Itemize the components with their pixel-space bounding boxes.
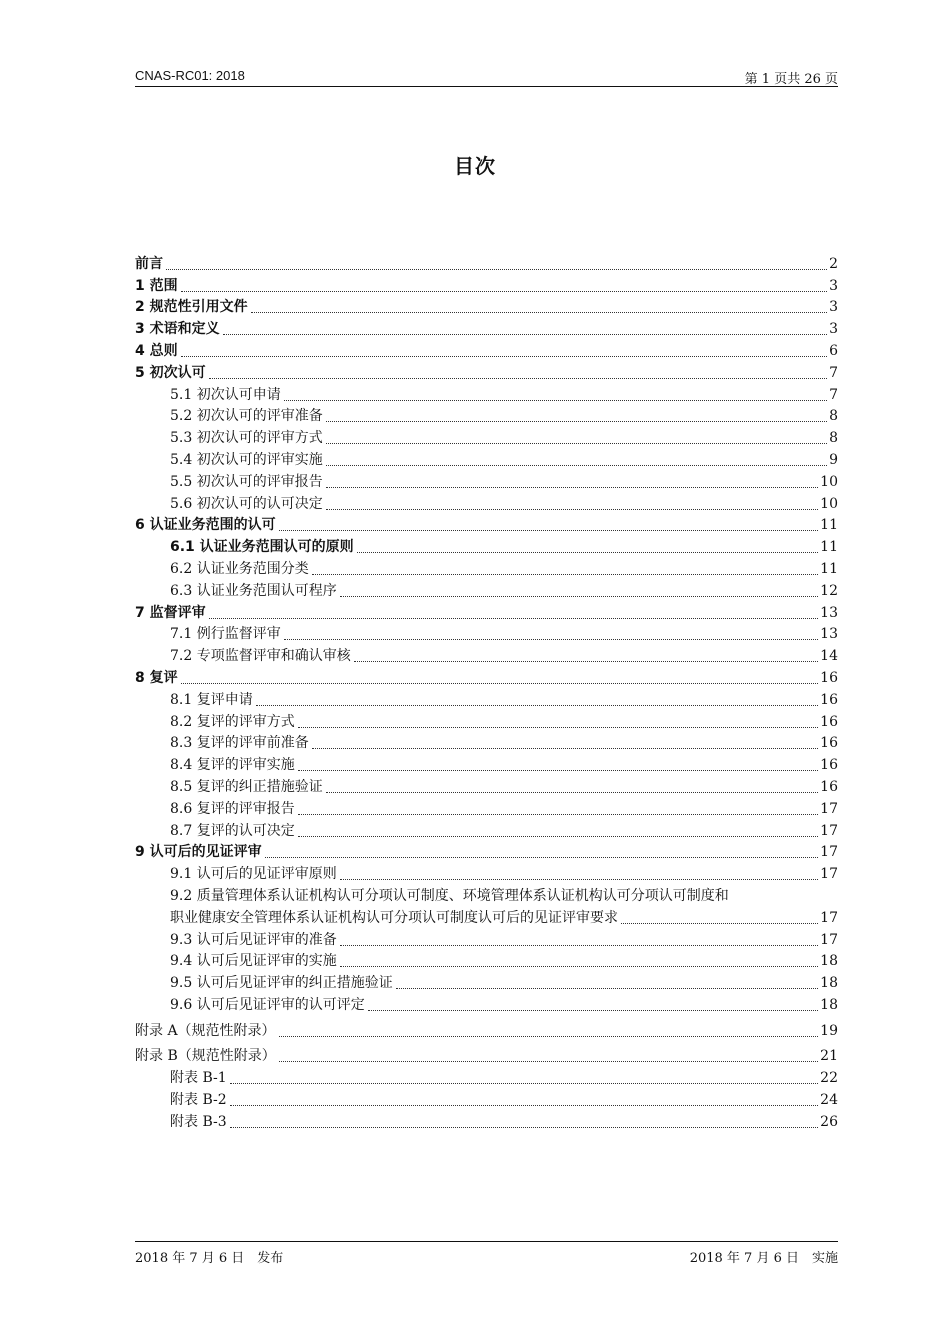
toc-entry-label: 9.3 认可后见证评审的准备 (170, 931, 337, 948)
effective-date: 2018 年 7 月 6 日 实施 (689, 1251, 838, 1266)
toc-entry-label: 7.1 例行监督评审 (170, 626, 281, 643)
toc-entry-label: 5.6 初次认可的认可决定 (170, 495, 323, 512)
toc-page-number: 17 (820, 800, 838, 817)
toc-leader-dots (279, 530, 819, 531)
toc-page-number: 10 (820, 473, 838, 490)
page-footer (135, 1241, 838, 1266)
toc-page-number: 11 (820, 517, 838, 534)
toc-page-number: 10 (820, 495, 838, 512)
toc-page-number: 24 (820, 1092, 838, 1109)
toc-page-number: 8 (829, 408, 838, 425)
toc-entry-label: 8 复评 (135, 669, 178, 686)
toc-entry-label: 7.2 专项监督评审和确认审核 (170, 648, 351, 665)
toc-entry[interactable] (135, 556, 838, 578)
toc-page-number: 11 (820, 539, 838, 556)
toc-leader-dots (326, 465, 827, 466)
toc-page-number: 16 (820, 713, 838, 730)
toc-leader-dots (340, 945, 818, 946)
toc-leader-dots (230, 1127, 819, 1128)
toc-leader-dots (284, 400, 827, 401)
toc-page-number: 17 (820, 866, 838, 883)
toc-entry[interactable] (135, 534, 838, 556)
toc-leader-dots (279, 1036, 819, 1037)
toc-entry-label: 4 总则 (135, 342, 178, 359)
toc-leader-dots (209, 618, 819, 619)
toc-leader-dots (230, 1083, 819, 1084)
toc-leader-dots (181, 291, 827, 292)
toc-page-number: 18 (820, 953, 838, 970)
toc-entry[interactable] (135, 622, 838, 644)
toc-page-number: 21 (820, 1048, 838, 1065)
toc-leader-dots (312, 574, 818, 575)
toc-entry[interactable] (135, 1109, 838, 1131)
toc-entry[interactable] (135, 905, 838, 927)
toc-entry-label: 8.1 复评申请 (170, 691, 253, 708)
toc-entry-label: 8.2 复评的评审方式 (170, 713, 295, 730)
toc-entry-label: 3 术语和定义 (135, 321, 220, 338)
toc-entry[interactable] (135, 796, 838, 818)
page-title: 目次 (454, 154, 496, 178)
toc-entry[interactable] (135, 447, 838, 469)
toc-entry[interactable] (135, 338, 838, 360)
toc-leader-dots (326, 509, 818, 510)
toc-page-number: 11 (820, 560, 838, 577)
toc-page-number: 16 (820, 757, 838, 774)
table-of-contents (135, 251, 838, 1131)
toc-page-number: 18 (820, 996, 838, 1013)
toc-entry[interactable] (135, 709, 838, 731)
toc-page-number: 16 (820, 735, 838, 752)
toc-entry[interactable] (135, 469, 838, 491)
toc-entry-label: 附录 A（规范性附录） (135, 1022, 276, 1039)
toc-leader-dots (181, 683, 819, 684)
toc-entry-label: 8.5 复评的纠正措施验证 (170, 778, 323, 795)
toc-entry[interactable] (135, 273, 838, 295)
toc-entry[interactable] (135, 316, 838, 338)
toc-leader-dots (298, 814, 818, 815)
toc-leader-dots (340, 879, 818, 880)
toc-entry[interactable] (135, 840, 838, 862)
toc-entry-label: 9.1 认可后的见证评审原则 (170, 866, 337, 883)
toc-page-number: 16 (820, 691, 838, 708)
toc-entry[interactable] (135, 1014, 838, 1040)
toc-entry[interactable] (135, 251, 838, 273)
toc-leader-dots (326, 443, 827, 444)
toc-leader-dots (230, 1105, 819, 1106)
toc-entry[interactable] (135, 578, 838, 600)
toc-page-number: 13 (820, 626, 838, 643)
toc-leader-dots (298, 836, 818, 837)
toc-leader-dots (256, 705, 818, 706)
toc-entry-label: 1 范围 (135, 277, 178, 294)
toc-entry-label: 8.6 复评的评审报告 (170, 800, 295, 817)
toc-entry[interactable] (135, 600, 838, 622)
toc-entry-label: 7 监督评审 (135, 604, 206, 621)
toc-entry[interactable] (135, 425, 838, 447)
toc-entry-label: 9 认可后的见证评审 (135, 844, 262, 861)
toc-leader-dots (326, 421, 827, 422)
toc-entry-label: 5.2 初次认可的评审准备 (170, 408, 323, 425)
toc-entry-line[interactable] (135, 883, 838, 905)
toc-entry[interactable] (135, 992, 838, 1014)
toc-entry-label: 9.2 质量管理体系认证机构认可分项认可制度、环境管理体系认证机构认可分项认可制度和 (170, 887, 729, 904)
toc-page-number: 6 (829, 342, 838, 359)
toc-entry[interactable] (135, 404, 838, 426)
toc-leader-dots (279, 1061, 818, 1062)
toc-entry-label: 5.4 初次认可的评审实施 (170, 451, 323, 468)
toc-entry-label: 6.3 认证业务范围认可程序 (170, 582, 337, 599)
toc-entry[interactable] (135, 295, 838, 317)
toc-entry[interactable] (135, 927, 838, 949)
toc-leader-dots (368, 1010, 818, 1011)
toc-entry[interactable] (135, 861, 838, 883)
toc-page-number: 3 (829, 299, 838, 316)
toc-leader-dots (166, 269, 827, 270)
toc-entry-label: 5 初次认可 (135, 364, 206, 381)
toc-leader-dots (312, 748, 818, 749)
toc-entry-label: 职业健康安全管理体系认证机构认可分项认可制度认可后的见证评审要求 (170, 909, 618, 926)
toc-entry[interactable] (135, 949, 838, 971)
toc-entry-label: 8.7 复评的认可决定 (170, 822, 295, 839)
toc-page-number: 19 (820, 1022, 838, 1039)
toc-page-number: 2 (829, 255, 838, 272)
toc-entry[interactable] (135, 1040, 838, 1066)
toc-entry-label: 9.5 认可后见证评审的纠正措施验证 (170, 975, 393, 992)
toc-entry-label: 5.1 初次认可申请 (170, 386, 281, 403)
toc-leader-dots (396, 988, 818, 989)
toc-entry-label: 2 规范性引用文件 (135, 299, 248, 316)
toc-leader-dots (357, 552, 818, 553)
toc-entry[interactable] (135, 382, 838, 404)
toc-entry[interactable] (135, 774, 838, 796)
toc-page-number: 18 (820, 975, 838, 992)
toc-page-number: 3 (829, 321, 838, 338)
toc-leader-dots (251, 312, 827, 313)
toc-page-number: 16 (820, 669, 838, 686)
toc-page-number: 8 (829, 430, 838, 447)
toc-entry[interactable] (135, 1065, 838, 1087)
toc-entry-label: 6.1 认证业务范围认可的原则 (170, 539, 354, 556)
page-info: 第 1 页共 26 页 (744, 72, 838, 87)
toc-leader-dots (298, 770, 818, 771)
toc-entry[interactable] (135, 731, 838, 753)
doc-code: CNAS-RC01: 2018 (135, 68, 245, 83)
toc-entry-label: 附表 B-3 (170, 1113, 227, 1130)
issue-date: 2018 年 7 月 6 日 发布 (135, 1251, 284, 1266)
toc-leader-dots (298, 727, 818, 728)
toc-entry-label: 8.4 复评的评审实施 (170, 757, 295, 774)
toc-page-number: 7 (829, 364, 838, 381)
toc-page-number: 26 (820, 1113, 838, 1130)
toc-leader-dots (326, 487, 818, 488)
toc-entry[interactable] (135, 360, 838, 382)
toc-entry[interactable] (135, 818, 838, 840)
toc-entry-label: 5.5 初次认可的评审报告 (170, 473, 323, 490)
toc-entry[interactable] (135, 1087, 838, 1109)
toc-entry-label: 9.6 认可后见证评审的认可评定 (170, 996, 365, 1013)
toc-entry-label: 前言 (135, 255, 163, 272)
toc-entry[interactable] (135, 970, 838, 992)
toc-entry[interactable] (135, 491, 838, 513)
toc-leader-dots (223, 334, 827, 335)
toc-leader-dots (621, 923, 818, 924)
toc-leader-dots (181, 356, 827, 357)
toc-page-number: 3 (829, 277, 838, 294)
toc-leader-dots (340, 966, 818, 967)
toc-entry-label: 附录 B（规范性附录） (135, 1048, 276, 1065)
toc-page-number: 13 (820, 604, 838, 621)
toc-entry[interactable] (135, 643, 838, 665)
page-header (135, 66, 838, 87)
toc-page-number: 7 (829, 386, 838, 403)
toc-leader-dots (209, 378, 827, 379)
toc-entry[interactable] (135, 752, 838, 774)
toc-page-number: 9 (829, 451, 838, 468)
toc-page-number: 17 (820, 844, 838, 861)
toc-entry[interactable] (135, 687, 838, 709)
toc-leader-dots (354, 661, 818, 662)
toc-entry-label: 附表 B-1 (170, 1070, 227, 1087)
toc-leader-dots (326, 792, 818, 793)
toc-entry[interactable] (135, 513, 838, 535)
toc-leader-dots (265, 857, 819, 858)
toc-page-number: 22 (820, 1070, 838, 1087)
toc-entry[interactable] (135, 665, 838, 687)
toc-entry-label: 附表 B-2 (170, 1092, 227, 1109)
toc-entry-label: 6.2 认证业务范围分类 (170, 560, 309, 577)
toc-entry-label: 5.3 初次认可的评审方式 (170, 430, 323, 447)
toc-page-number: 17 (820, 822, 838, 839)
toc-page-number: 14 (820, 648, 838, 665)
toc-page-number: 17 (820, 931, 838, 948)
toc-page-number: 17 (820, 909, 838, 926)
toc-entry-label: 8.3 复评的评审前准备 (170, 735, 309, 752)
toc-page-number: 12 (820, 582, 838, 599)
toc-page-number: 16 (820, 778, 838, 795)
toc-leader-dots (340, 596, 818, 597)
toc-leader-dots (284, 639, 818, 640)
toc-entry-label: 6 认证业务范围的认可 (135, 517, 276, 534)
toc-entry-label: 9.4 认可后见证评审的实施 (170, 953, 337, 970)
